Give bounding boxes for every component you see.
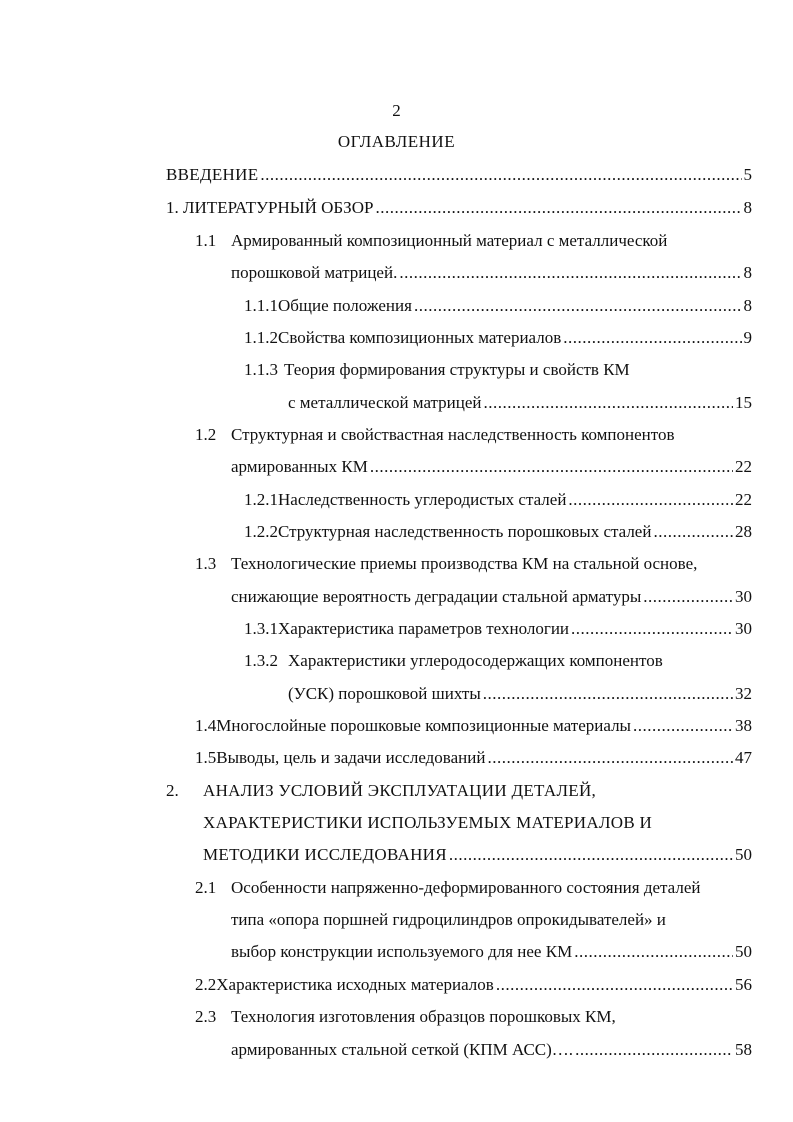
toc-entry-1-1-line1 [195,229,752,253]
page-number: 2 [392,101,401,120]
toc-title: армированных КМ [231,457,368,476]
toc-page: 8 [743,198,752,217]
toc-leader [375,196,741,220]
toc-title: армированных стальной сеткой (КПМ АСС)…. [231,1040,574,1059]
toc-number: 1.4 [195,716,217,735]
toc-entry-1-5 [195,746,752,770]
toc-number: 1.1 [195,231,217,250]
toc-entry-1-1-1 [244,294,752,318]
toc-title: Характеристика параметров технологии [278,619,570,638]
toc-leader [487,746,733,770]
toc-page: 32 [735,684,752,703]
toc-entry-chapter-2-line2 [203,811,752,835]
toc-entry-2-1-line2 [231,908,752,932]
toc-entry-1-3-line2 [231,585,752,609]
toc-number: 1.1.3 [244,360,278,379]
toc-page: 22 [735,457,752,476]
toc-page: 50 [735,942,752,961]
toc-entry-1-2-line2 [231,455,752,479]
toc-leader [414,294,742,318]
toc-page: 28 [735,522,752,541]
toc-title: Структурная и свойствастная наследственность компонентов [231,425,675,444]
toc-leader [370,455,733,479]
toc-leader [643,585,733,609]
toc-title: 1. ЛИТЕРАТУРНЫЙ ОБЗОР [166,198,374,217]
toc-title: с металлической матрицей [288,393,482,412]
toc-title: ВВЕДЕНИЕ [166,165,259,184]
toc-entry-1-2-line1 [195,423,752,447]
toc-title: Теория формирования структуры и свойств КМ [284,360,630,379]
toc-title: выбор конструкции используемого для нее КМ [231,942,573,961]
toc-entry-1-3-2-line1 [244,649,752,673]
toc-leader [449,843,733,867]
toc-page: 22 [735,490,752,509]
toc-number: 1.1.1 [244,296,278,315]
toc-title: Общие положения [278,296,412,315]
toc-entry-2-3-line1 [195,1005,752,1029]
page-title: ОГЛАВЛЕНИЕ [337,132,456,151]
toc-entry-1-1-2 [244,326,752,350]
toc-number: 1.3.1 [244,619,278,638]
toc-page: 9 [743,328,752,347]
toc-title: Технология изготовления образцов порошковых КМ, [231,1007,616,1026]
toc-entry-1-3-1 [244,617,752,641]
toc-page: 38 [735,716,752,735]
toc-leader [484,391,733,415]
toc-title: снижающие вероятность деградации стальной арматуры [231,587,642,606]
toc-entry-1-3-2-line2 [288,682,752,706]
toc-entry-intro [166,163,752,187]
toc-entry-1-1-3-line1 [244,358,752,382]
toc-title: Наследственность углеродистых сталей [278,490,567,509]
toc-leader [568,488,733,512]
toc-entry-1-2-1 [244,488,752,512]
toc-leader [571,617,733,641]
toc-number: 1.2 [195,425,217,444]
toc-title: Многослойные порошковые композиционные материалы [216,716,631,735]
toc-title: Технологические приемы производства КМ на стальной основе, [231,554,698,573]
toc-entry-2-3-line2 [231,1038,752,1062]
toc-page: 8 [743,263,752,282]
toc-leader [260,163,741,187]
toc-number: 2. [166,781,179,800]
toc-title: ХАРАКТЕРИСТИКИ ИСПОЛЬЗУЕМЫХ МАТЕРИАЛОВ И [203,813,653,832]
toc-number: 1.3.2 [244,651,278,670]
toc-title: Характеристики углеродосодержащих компонентов [288,651,663,670]
toc-entry-chapter-2-line3 [203,843,752,867]
toc-entry-2-1-line1 [195,876,752,900]
toc-leader [496,973,733,997]
toc-title: Структурная наследственность порошковых сталей [278,522,652,541]
toc-title: Особенности напряженно-деформированного состояния деталей [231,878,701,897]
toc-page: 47 [735,748,752,767]
toc-number: 1.5 [195,748,217,767]
toc-number: 2.3 [195,1007,217,1026]
toc-leader [633,714,733,738]
toc-entry-chapter-2-line1 [166,779,752,803]
toc-title: Выводы, цель и задачи исследований [216,748,486,767]
toc-title: АНАЛИЗ УСЛОВИЙ ЭКСПЛУАТАЦИИ ДЕТАЛЕЙ, [203,781,597,800]
toc-number: 1.1.2 [244,328,278,347]
toc-number: 2.2 [195,975,217,994]
toc-title: МЕТОДИКИ ИССЛЕДОВАНИЯ [203,845,447,864]
toc-number: 1.2.2 [244,522,278,541]
toc-entry-1-4 [195,714,752,738]
toc-title: порошковой матрицей. [231,263,398,282]
toc-entry-1-2-2 [244,520,752,544]
toc-leader [574,940,733,964]
toc-entry-1-3-line1 [195,552,752,576]
toc-entry-1-1-line2 [231,261,752,285]
toc-leader [563,326,741,350]
toc-number: 2.1 [195,878,217,897]
toc-entry-1-1-3-line2 [288,391,752,415]
toc-page: 30 [735,587,752,606]
toc-title: Армированный композиционный материал с металлической [231,231,668,250]
toc-page: 56 [735,975,752,994]
toc-leader [483,682,733,706]
toc-leader [575,1038,733,1062]
toc-leader [653,520,733,544]
toc-page: 5 [743,165,752,184]
toc-number: 1.2.1 [244,490,278,509]
toc-title: Свойства композиционных материалов [278,328,562,347]
toc-leader [399,261,741,285]
toc-entry-2-2 [195,973,752,997]
toc-entry-2-1-line3 [231,940,752,964]
toc-title: (УСК) порошковой шихты [288,684,481,703]
toc-title: типа «опора поршней гидроцилиндров опрокидывателей» и [231,910,666,929]
toc-page: 58 [735,1040,752,1059]
toc-page: 15 [735,393,752,412]
toc-number: 1.3 [195,554,217,573]
toc-title: Характеристика исходных материалов [216,975,494,994]
toc-page: 30 [735,619,752,638]
toc-entry-chapter-1 [166,196,752,220]
toc-page: 50 [735,845,752,864]
toc-page: 8 [743,296,752,315]
